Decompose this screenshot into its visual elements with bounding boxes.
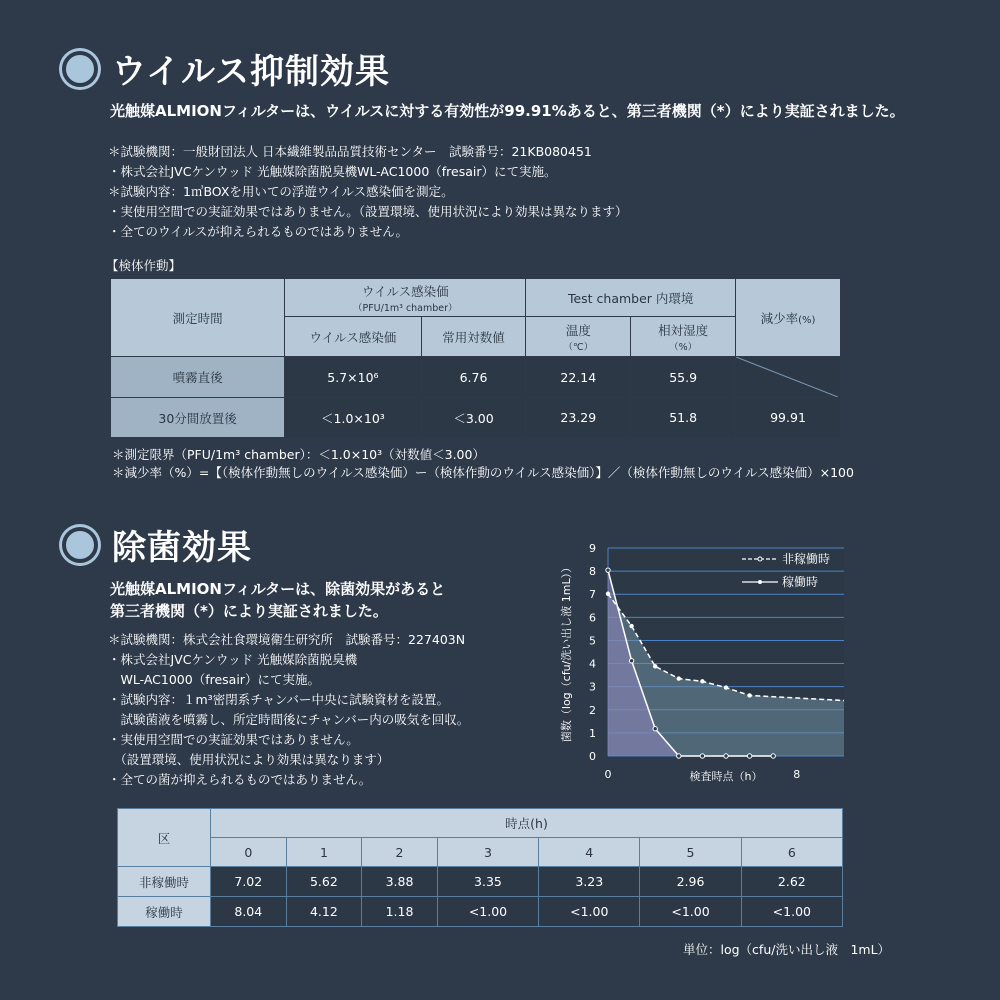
hour-header: 3 bbox=[437, 838, 538, 867]
data-point-on bbox=[653, 727, 657, 731]
value-cell: 3.23 bbox=[539, 867, 640, 897]
data-point-off bbox=[747, 693, 751, 697]
y-tick-label: 8 bbox=[589, 565, 596, 579]
note-item: 試験菌液を噴霧し、所定時間後にチャンバー内の吸気を回収。 bbox=[108, 712, 470, 727]
cell-temp: 23.29 bbox=[526, 398, 631, 438]
note-item: ・全てのウイルスが抑えられるものではありません。 bbox=[108, 224, 409, 239]
header-titer: ウイルス感染価 bbox=[285, 317, 421, 357]
unit-label: 単位：log（cfu/洗い出し液 1mL） bbox=[683, 942, 891, 957]
hour-header: 5 bbox=[640, 838, 741, 867]
x-tick-label: 0 bbox=[604, 768, 612, 781]
cell-reduction: 99.91 bbox=[736, 398, 841, 438]
legend-marker-on bbox=[758, 580, 762, 584]
value-cell: 7.02 bbox=[211, 867, 287, 897]
legend-label-on: 稼働時 bbox=[782, 575, 819, 589]
note-item: ＊試験機関：一般財団法人 日本繊維製品品質技術センター 試験番号：21KB080451 bbox=[108, 144, 592, 159]
header-virus: ウイルス感染価 （PFU/1m³ chamber） bbox=[285, 279, 526, 317]
x-axis-label: 検査時点（h） bbox=[689, 770, 763, 783]
note-item: WL-AC1000（fresair）にて実施。 bbox=[108, 672, 320, 687]
y-tick-label: 2 bbox=[589, 703, 596, 717]
section2-lead bbox=[110, 578, 445, 622]
note-item: ・全ての菌が抑えられるものではありません。 bbox=[108, 772, 372, 787]
lead-line: 光触媒ALMIONフィルターは、除菌効果があると bbox=[110, 580, 446, 598]
hour-header: 2 bbox=[362, 838, 438, 867]
cell-humid: 55.9 bbox=[631, 357, 736, 398]
value-cell: 5.62 bbox=[286, 867, 362, 897]
section1-title: ウイルス抑制効果 bbox=[112, 52, 390, 92]
value-cell: 2.96 bbox=[640, 867, 741, 897]
note-item: ・実使用空間での実証効果ではありません。 bbox=[108, 732, 359, 747]
y-axis-label: 菌数（log（cfu/洗い出し液 1mL）） bbox=[560, 561, 573, 743]
cell-log: ＜3.00 bbox=[421, 398, 526, 438]
note-item: ・実使用空間での実証効果ではありません。（設置環境、使用状況により効果は異なります） bbox=[108, 204, 628, 219]
value-cell: 3.88 bbox=[362, 867, 438, 897]
data-point-on bbox=[700, 754, 704, 758]
data-point-off bbox=[629, 624, 633, 628]
row-label: 稼働時 bbox=[118, 897, 211, 927]
y-tick-label: 5 bbox=[589, 634, 596, 648]
hour-header: 0 bbox=[211, 838, 287, 867]
row-label: 30分間放置後 bbox=[111, 398, 285, 438]
header-humid: 相対湿度 （%） bbox=[631, 317, 736, 357]
y-tick-label: 4 bbox=[589, 657, 596, 671]
header-corner: 区 bbox=[118, 809, 211, 867]
table-row bbox=[118, 867, 843, 897]
cell-temp: 22.14 bbox=[526, 357, 631, 398]
data-point-on bbox=[677, 754, 681, 758]
virus-table bbox=[110, 278, 841, 438]
data-point-off bbox=[677, 676, 681, 680]
hours-row bbox=[118, 838, 843, 867]
data-point-on bbox=[747, 754, 751, 758]
circle-bullet-icon bbox=[62, 527, 98, 563]
value-cell: <1.00 bbox=[437, 897, 538, 927]
table-row bbox=[118, 897, 843, 927]
value-cell: <1.00 bbox=[640, 897, 741, 927]
y-tick-label: 1 bbox=[589, 726, 596, 740]
legend-marker-off bbox=[758, 557, 762, 561]
header-time: 測定時間 bbox=[111, 279, 285, 357]
note-item: ・株式会社JVCケンウッド 光触媒除菌脱臭機WL-AC1000（fresair）にて実施。 bbox=[108, 164, 557, 179]
value-cell: 8.04 bbox=[211, 897, 287, 927]
hour-header: 4 bbox=[539, 838, 640, 867]
cell-titer: ＜1.0×10³ bbox=[285, 398, 421, 438]
note-item: ・株式会社JVCケンウッド 光触媒除菌脱臭機 bbox=[108, 652, 358, 667]
note-item: （設置環境、使用状況により効果は異なります） bbox=[108, 752, 390, 767]
section1-lead: 光触媒ALMIONフィルターは、ウイルスに対する有効性が99.91%あると、第三者機関（*）により実証されました。 bbox=[110, 102, 905, 120]
header-reduction: 減少率(%) bbox=[736, 279, 841, 357]
lead-line: 第三者機関（*）により実証されました。 bbox=[110, 602, 388, 620]
cell-log: 6.76 bbox=[421, 357, 526, 398]
section1-notes bbox=[108, 142, 628, 242]
y-tick-label: 7 bbox=[589, 588, 596, 602]
header-chamber: Test chamber 内環境 bbox=[526, 279, 736, 317]
data-point-on bbox=[724, 754, 728, 758]
bacteria-chart bbox=[552, 540, 862, 790]
hour-header: 6 bbox=[741, 838, 842, 867]
value-cell: <1.00 bbox=[741, 897, 842, 927]
note-item: ＊試験内容：1㎥BOXを用いての浮遊ウイルス感染価を測定。 bbox=[108, 184, 454, 199]
bacteria-table bbox=[117, 808, 843, 927]
diagonal-line bbox=[736, 357, 838, 397]
value-cell: 3.35 bbox=[437, 867, 538, 897]
row-label: 噴霧直後 bbox=[111, 357, 285, 398]
footnote-item: ＊測定限界（PFU/1m³ chamber）：＜1.0×10³（対数値＜3.00） bbox=[112, 447, 485, 462]
value-cell: 1.18 bbox=[362, 897, 438, 927]
legend-label-off: 非稼働時 bbox=[782, 552, 831, 566]
value-cell: 2.62 bbox=[741, 867, 842, 897]
cell-reduction-empty bbox=[736, 357, 841, 398]
value-cell: <1.00 bbox=[539, 897, 640, 927]
y-tick-label: 0 bbox=[589, 750, 596, 763]
data-point-off bbox=[653, 664, 657, 668]
section1-heading bbox=[62, 44, 390, 93]
section2-notes bbox=[108, 630, 469, 790]
value-cell: 4.12 bbox=[286, 897, 362, 927]
section2-heading bbox=[62, 520, 252, 569]
table-label: 【検体作動】 bbox=[106, 258, 182, 273]
circle-bullet-icon bbox=[62, 51, 98, 87]
data-point-off bbox=[700, 679, 704, 683]
data-point-on bbox=[629, 659, 633, 663]
y-tick-label: 3 bbox=[589, 680, 596, 694]
header-log: 常用対数値 bbox=[421, 317, 526, 357]
note-item: ＊試験機関：株式会社食環境衛生研究所 試験番号：227403N bbox=[108, 632, 466, 647]
table-row bbox=[111, 398, 841, 438]
data-point-on bbox=[606, 568, 610, 572]
section2-title: 除菌効果 bbox=[112, 528, 252, 568]
y-tick-label: 9 bbox=[589, 542, 596, 555]
row-label: 非稼働時 bbox=[118, 867, 211, 897]
data-point-off bbox=[606, 592, 610, 596]
cell-titer: 5.7×10⁶ bbox=[285, 357, 421, 398]
x-tick-label: 8 bbox=[793, 768, 801, 781]
footnote-item: ＊減少率（%）=【（検体作動無しのウイルス感染価）ー（検体作動のウイルス感染価）】／（検体作動無しのウイルス感染価）×100 bbox=[112, 465, 854, 480]
note-item: ・試験内容：１m³密閉系チャンバー中央に試験資材を設置。 bbox=[108, 692, 449, 707]
data-point-on bbox=[771, 754, 775, 758]
data-point-off bbox=[724, 685, 728, 689]
header-time: 時点(h) bbox=[211, 809, 843, 838]
y-tick-label: 6 bbox=[589, 611, 596, 625]
hour-header: 1 bbox=[286, 838, 362, 867]
header-temp: 温度 （℃） bbox=[526, 317, 631, 357]
table-row bbox=[111, 357, 841, 398]
cell-humid: 51.8 bbox=[631, 398, 736, 438]
section1-footnotes bbox=[112, 446, 854, 482]
